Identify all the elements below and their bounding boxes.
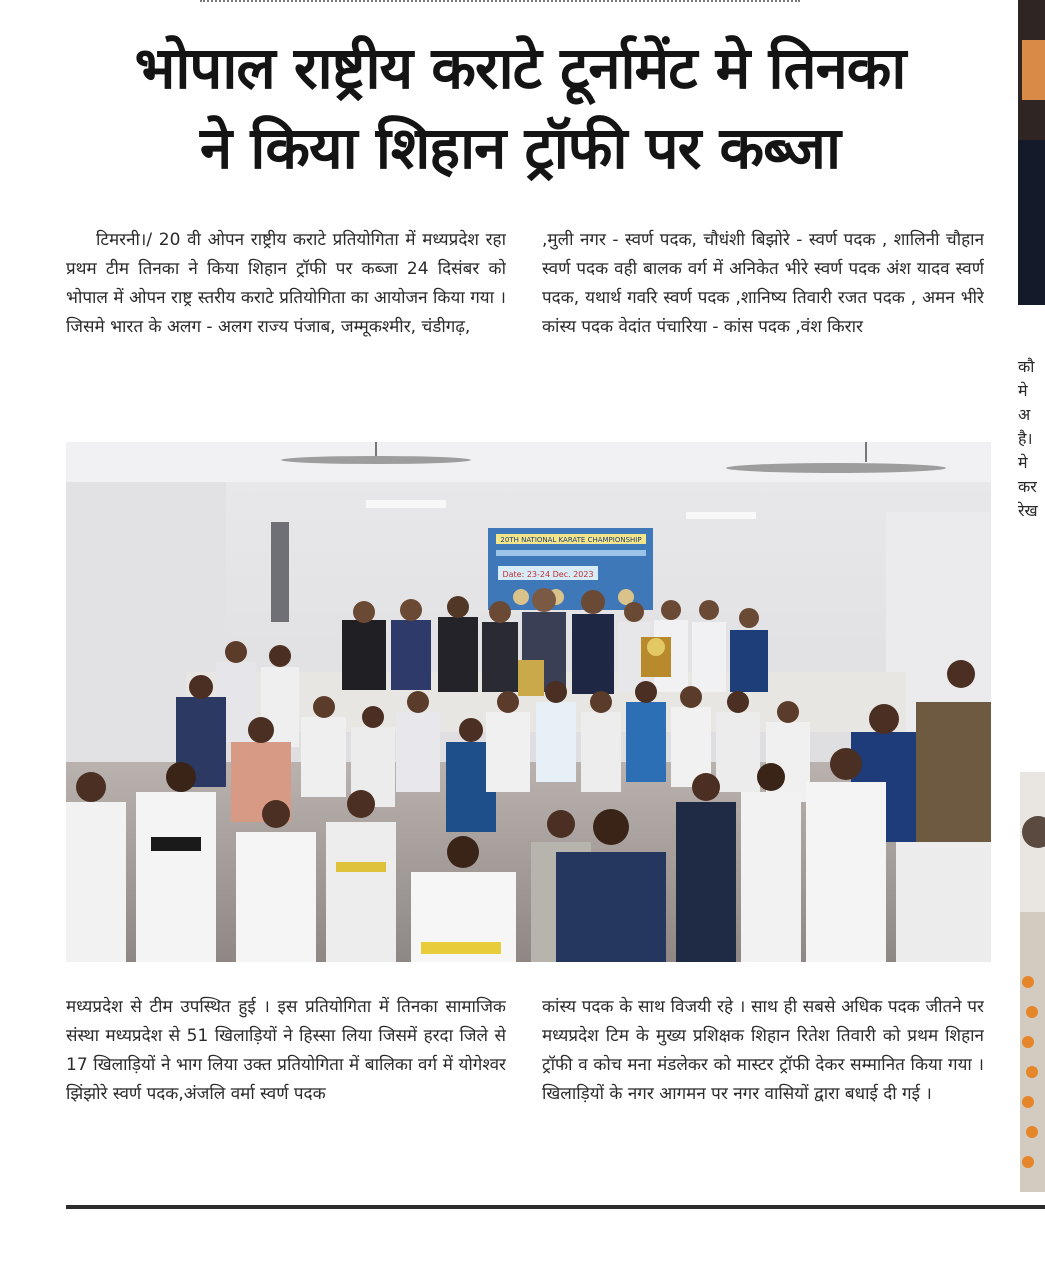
group-photo <box>66 442 991 962</box>
fragment-line: अ <box>1018 405 1031 424</box>
article-column-4: कांस्य पदक के साथ विजयी रहे । साथ ही सबसे अधिक पदक जीतने पर मध्यप्रदेश टिम के मुख्य प्रशिक्षक शिहान रितेश तिवारी को प्रथम शिहान ट्रॉफी व कोच मना मंडलेकर को मास्टर ट्रॉफी देकर सम्मानित किया गया । खिलाड़ियों के नगर आगमन पर नगर वासियों द्वारा बधाई दी गई । <box>542 997 984 1104</box>
fragment-line: रेख <box>1018 501 1038 520</box>
tube-light <box>366 500 446 508</box>
fragment-line: मे <box>1018 381 1028 400</box>
fragment-line: मे <box>1018 453 1028 472</box>
banner-date: Date: 23-24 Dec. 2023 <box>502 570 594 579</box>
adjacent-photo-fragment-bottom <box>1020 772 1045 1192</box>
headline <box>40 28 1000 188</box>
fragment-line: कौ <box>1018 357 1035 376</box>
window <box>271 522 289 622</box>
event-banner <box>488 528 653 610</box>
headline-line-2: ने किया शिहान ट्रॉफी पर कब्जा <box>200 114 840 182</box>
tube-light <box>686 512 756 519</box>
article-column-2: ,मुली नगर - स्वर्ण पदक, चौधंशी बिझोरे - स्वर्ण पदक , शालिनी चौहान स्वर्ण पदक वही बालक वर्ग में अनिकेत भीरे स्वर्ण पदक अंश यादव स्वर्ण पदक, यथार्थ गवरि स्वर्ण पदक ,शानिष्य तिवारी रजत पदक , अमन भीरे कांस्य पदक वेदांत पंचारिया - कांस पदक ,वंश किरार <box>542 230 984 337</box>
fragment-line: कर <box>1018 477 1037 496</box>
fragment-line: है। <box>1018 429 1033 448</box>
adjacent-column-fragment <box>1018 355 1045 523</box>
clipped-previous-text <box>200 0 800 6</box>
bottom-divider <box>66 1205 1045 1209</box>
adjacent-photo-fragment <box>1018 0 1045 305</box>
back-row-officials <box>342 588 768 694</box>
banner-title: 20TH NATIONAL KARATE CHAMPIONSHIP <box>500 536 642 544</box>
article-column-1: टिमरनी।/ 20 वी ओपन राष्ट्रीय कराटे प्रतियोगिता में मध्यप्रदेश रहा प्रथम टीम तिनका ने किया शिहान ट्रॉफी पर कब्जा 24 दिसंबर को भोपाल में ओपन राष्ट्र स्तरीय कराटे प्रतियोगिता का आयोजन किया गया । जिसमे भारत के अलग - अलग राज्य पंजाब, जम्मूकश्मीर, चंडीगढ़, <box>66 230 506 337</box>
article-column-3: मध्यप्रदेश से टीम उपस्थित हुई । इस प्रतियोगिता में तिनका सामाजिक संस्था मध्यप्रदेश से 51 खिलाड़ियों ने हिस्सा लिया जिसमें हरदा जिले से 17 खिलाड़ियों ने भाग लिया उक्त प्रतियोगिता में बालिका वर्ग में योगेश्वर झिंझोरे स्वर्ण पदक,अंजलि वर्मा स्वर्ण पदक <box>66 997 506 1104</box>
headline-line-1: भोपाल राष्ट्रीय कराटे टूर्नामेंट मे तिनका <box>134 34 906 102</box>
